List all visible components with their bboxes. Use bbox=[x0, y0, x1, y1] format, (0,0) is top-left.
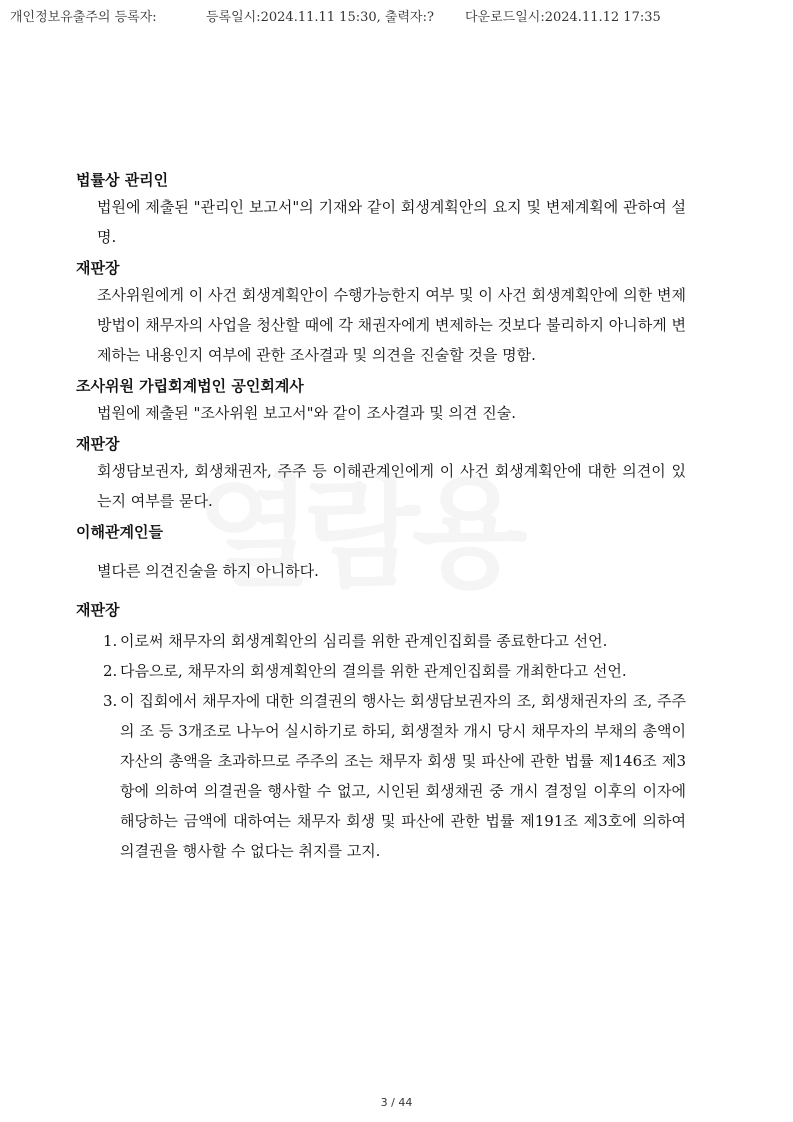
ruling-item bbox=[76, 686, 686, 866]
ruling-item-number: 1. bbox=[103, 632, 118, 650]
transcript-body bbox=[76, 168, 686, 866]
ruling-item-number: 2. bbox=[103, 662, 118, 680]
ruling-item-text: 이로써 채무자의 회생계획안의 심리를 위한 관계인집회를 종료한다고 선언. bbox=[120, 632, 608, 650]
ruling-item-number: 3. bbox=[103, 692, 118, 710]
print-header bbox=[0, 6, 793, 26]
speaker-label: 재판장 bbox=[76, 259, 120, 277]
statement-text: 법원에 제출된 "조사위원 보고서"와 같이 조사결과 및 의견 진술. bbox=[97, 404, 516, 422]
speaker-label: 이해관계인들 bbox=[76, 523, 163, 541]
header-download-datetime: 다운로드일시:2024.11.12 17:35 bbox=[465, 10, 661, 25]
ruling-item bbox=[76, 656, 686, 686]
statement-text: 법원에 제출된 "관리인 보고서"의 기재와 같이 회생계획안의 요지 및 변제계획에 관하여 설명. bbox=[97, 198, 686, 246]
speaker-label: 재판장 bbox=[76, 601, 120, 619]
ruling-item-text: 다음으로, 채무자의 회생계획안의 결의를 위한 관계인집회를 개최한다고 선언. bbox=[120, 662, 627, 680]
ruling-item bbox=[76, 626, 686, 656]
speaker-label: 조사위원 가립회계법인 공인회계사 bbox=[76, 377, 304, 395]
speaker-label: 법률상 관리인 bbox=[76, 171, 169, 189]
header-registered-datetime: 등록일시:2024.11.11 15:30, 출력자:? bbox=[206, 10, 434, 25]
statement-text: 회생담보권자, 회생채권자, 주주 등 이해관계인에게 이 사건 회생계획안에 대한 의견이 있는지 여부를 묻다. bbox=[97, 462, 686, 510]
statement-text: 조사위원에게 이 사건 회생계획안이 수행가능한지 여부 및 이 사건 회생계획안에 의한 변제방법이 채무자의 사업을 청산할 때에 각 채권자에게 변제하는 것보다 불리하지 아니하게 변제하는 내용인지 여부에 관한 조사결과 및 의견을 진술할 것을 명함. bbox=[97, 286, 686, 364]
statement-text: 별다른 의견진술을 하지 아니하다. bbox=[97, 562, 319, 580]
speaker-label: 재판장 bbox=[76, 435, 120, 453]
ruling-item-text: 이 집회에서 채무자에 대한 의결권의 행사는 회생담보권자의 조, 회생채권자의 조, 주주의 조 등 3개조로 나누어 실시하기로 하되, 회생절차 개시 당시 채무자의 부채의 총액이 자산의 총액을 초과하므로 주주의 조는 채무자 회생 및 파산에 관한 법률 제146조 제3항에 의하여 의결권을 행사할 수 없고, 시인된 회생채권 중 개시 결정일 이후의 이자에 해당하는 금액에 대하여는 채무자 회생 및 파산에 관한 법률 제191조 제3호에 의하여 의결권을 행사할 수 없다는 취지를 고지. bbox=[120, 692, 686, 860]
page-number: 3 / 44 bbox=[380, 1096, 413, 1109]
header-registrant: 개인정보유출주의 등록자: bbox=[10, 10, 157, 25]
ruling-list bbox=[76, 626, 686, 866]
